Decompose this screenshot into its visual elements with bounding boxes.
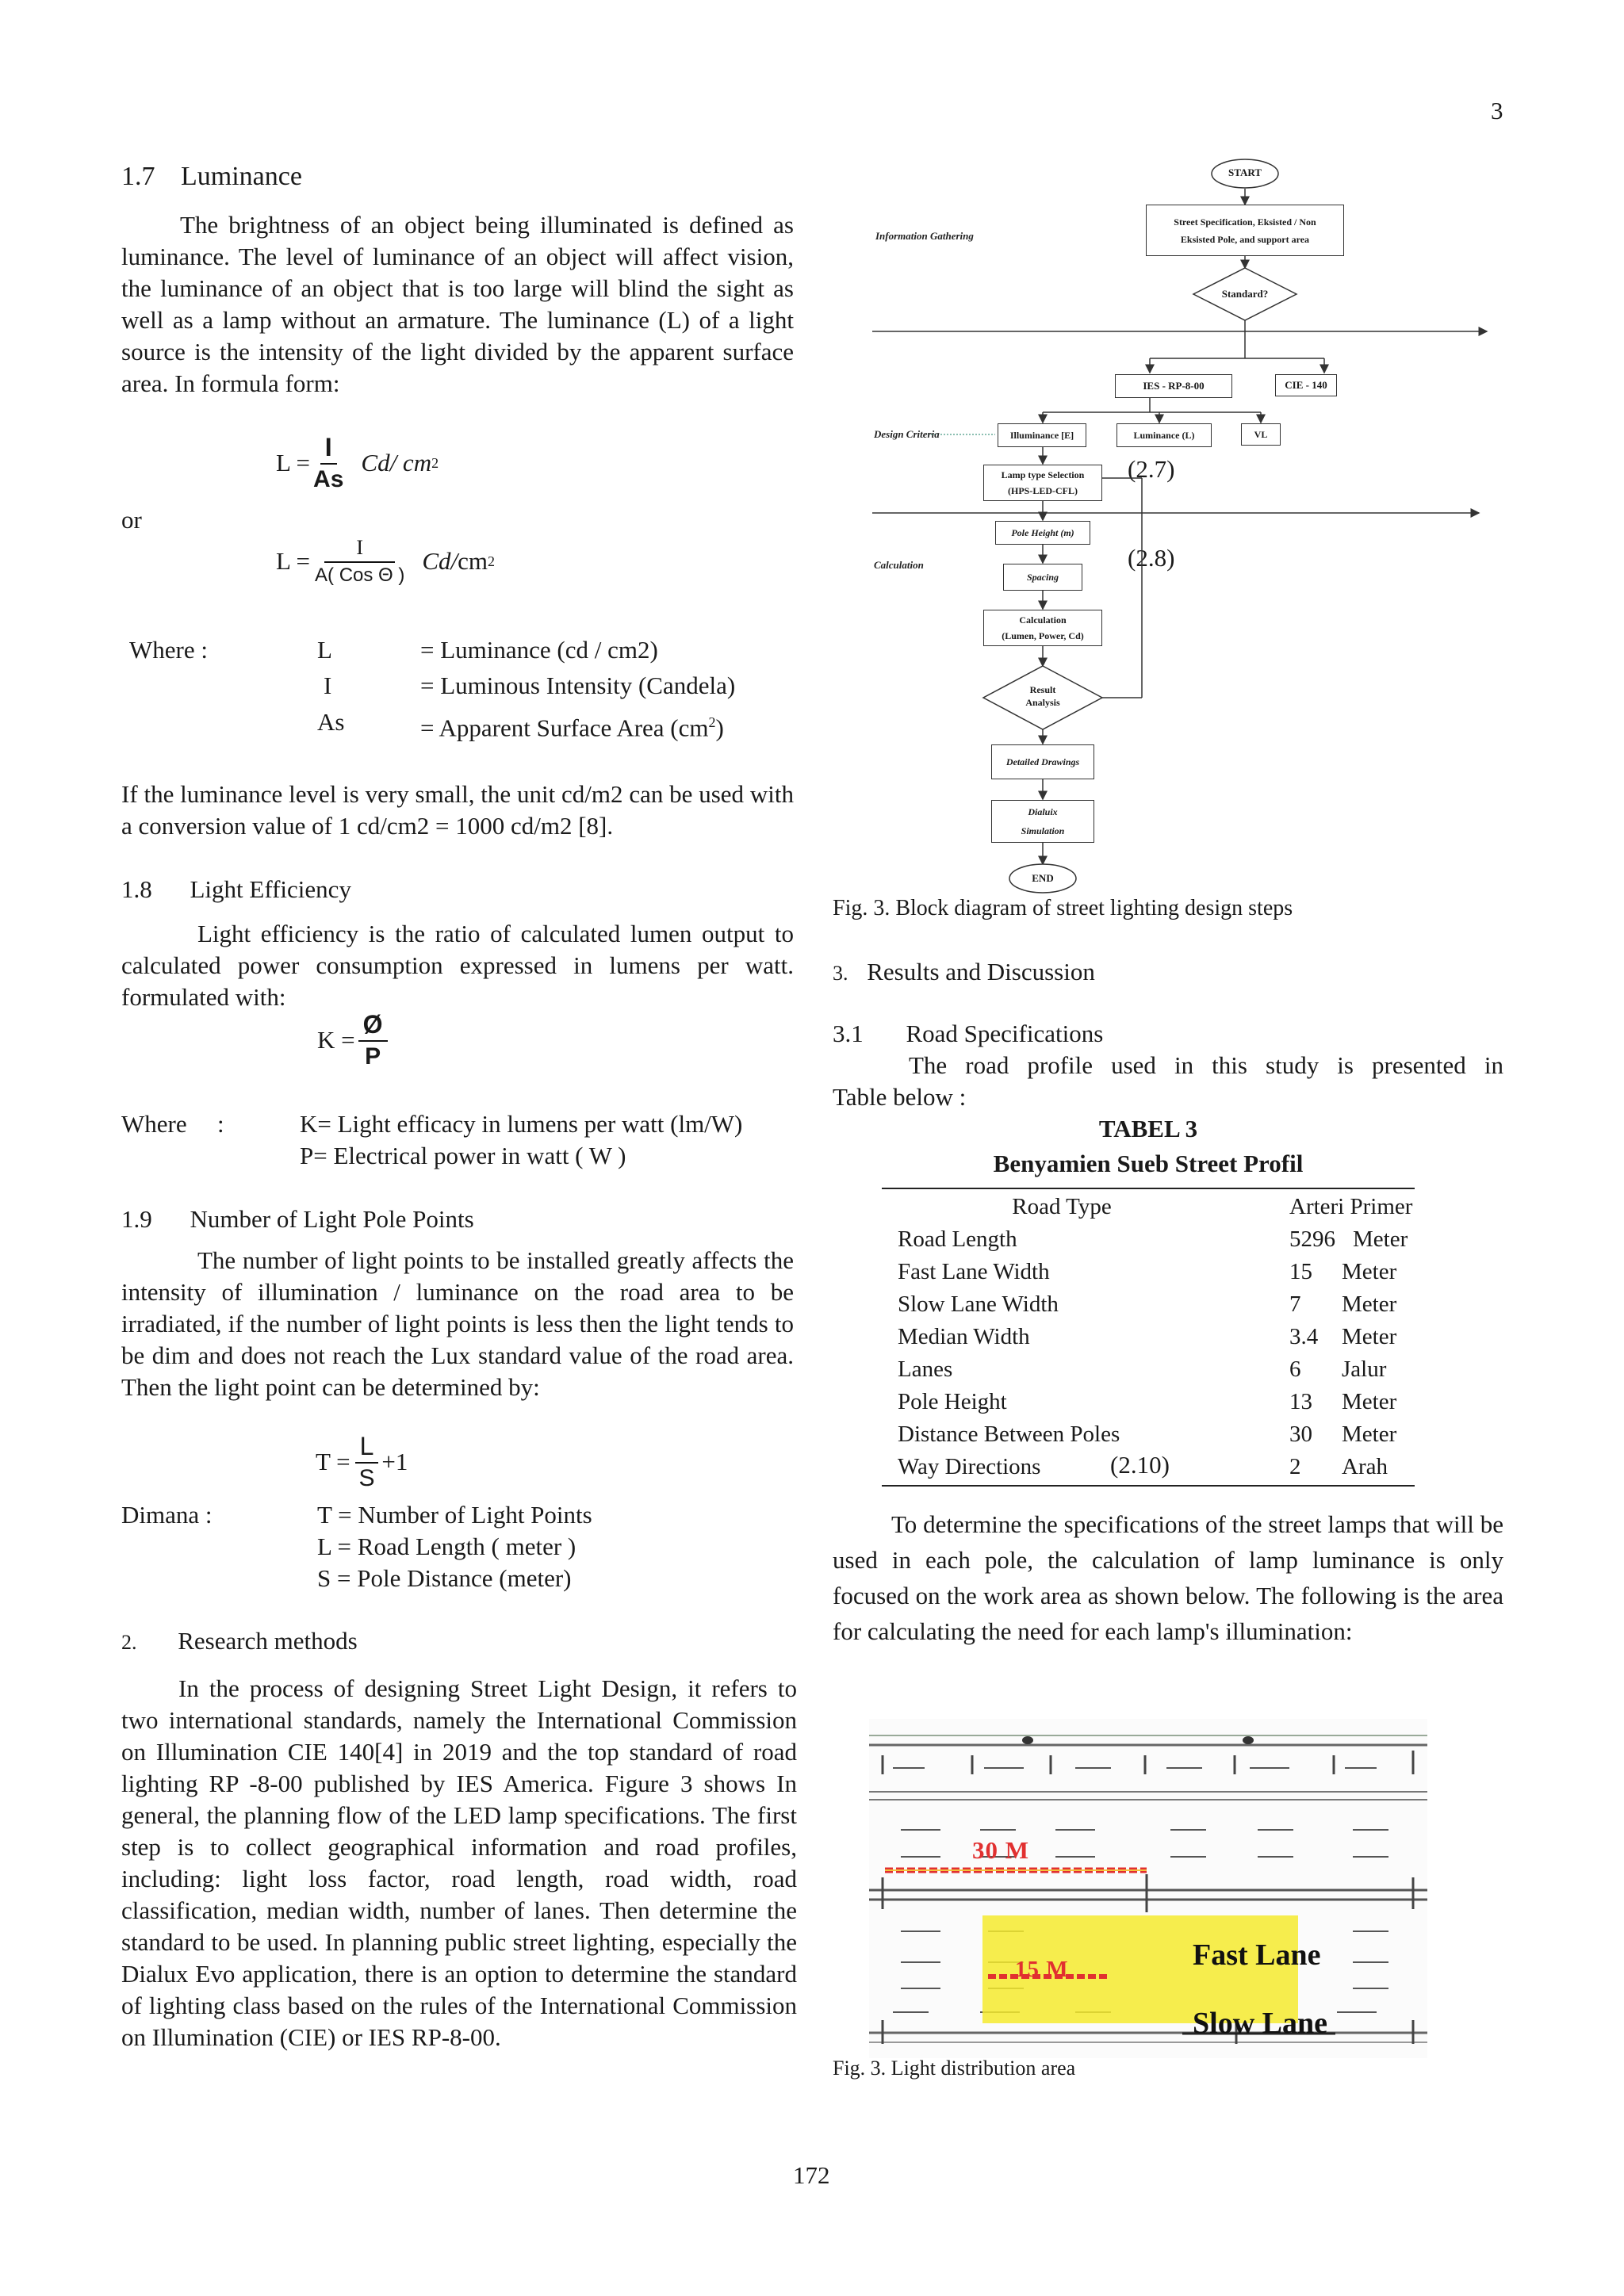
eq-lhs: L =: [276, 547, 311, 575]
where-line: K= Light efficacy in lumens per watt (lm/W): [300, 1110, 743, 1138]
table-subtitle: Benyamien Sueb Street Profil: [993, 1150, 1304, 1177]
row-unit: Jalur: [1342, 1357, 1387, 1382]
where-symbol: L: [317, 636, 332, 664]
section-title: Research methods: [178, 1627, 358, 1655]
table-row: [882, 1256, 1415, 1288]
light-distribution-diagram: [869, 1719, 1427, 2058]
eq-numerator: I: [324, 538, 395, 563]
section-number: 1.8: [121, 875, 152, 903]
description-sup: 2: [708, 714, 716, 730]
section-number: 1.7: [121, 162, 155, 191]
light-efficiency-paragraph: Light efficiency is the ratio of calculated lumen output to calculated power consumption expressed in lumens per watt. formulated with:: [121, 920, 794, 1011]
where-label: Where: [121, 1110, 187, 1138]
flow-text: (HPS-LED-CFL): [1008, 485, 1078, 496]
label-slow-lane: Slow Lane: [1193, 2007, 1327, 2040]
row-unit: Meter: [1353, 1226, 1408, 1252]
row-label: Median Width: [898, 1324, 1030, 1349]
section-number: 3.1: [833, 1020, 864, 1047]
row-value: 15: [1289, 1259, 1312, 1284]
row-unit: Meter: [1342, 1389, 1397, 1414]
table-row: [882, 1353, 1415, 1386]
flow-label-calculation: Calculation: [874, 559, 924, 571]
lamp-spec-paragraph: To determine the specifications of the street lamps that will be used in each pole, the calculation of lamp luminance is only focused on the work area as shown below. The following is the area for calculating the need for each lamp's illumination:: [833, 1510, 1503, 1645]
table-row: [882, 1223, 1415, 1256]
eq-lhs: T =: [316, 1448, 350, 1475]
flow-vl: VL: [1241, 423, 1281, 446]
row-label: Fast Lane Width: [898, 1259, 1050, 1284]
row-unit: Arah: [1342, 1454, 1388, 1479]
luminance-note: If the luminance level is very small, the unit cd/m2 can be used with a conversion value of 1 cd/cm2 = 1000 cd/m2 [8].: [121, 780, 794, 840]
dimana-line: T = Number of Light Points: [317, 1501, 592, 1529]
section-1-8-heading: [121, 874, 351, 905]
equation-luminance-cos: [276, 538, 495, 585]
flow-ies: IES - RP-8-00: [1115, 374, 1232, 398]
road-lines: [869, 1719, 1427, 2058]
row-value: 5296: [1289, 1226, 1335, 1252]
label-fast-lane: Fast Lane: [1193, 1938, 1321, 1972]
where-symbol: As: [317, 708, 345, 736]
equation-efficiency: [317, 1012, 388, 1069]
dimana-line: S = Pole Distance (meter): [317, 1564, 572, 1592]
flow-start: START: [1228, 166, 1262, 178]
flow-text: Calculation: [1019, 614, 1067, 626]
eq-numerator: L: [355, 1433, 379, 1464]
equation-number: (2.7): [1128, 455, 1175, 483]
section-title: Number of Light Pole Points: [190, 1205, 474, 1233]
row-label: Lanes: [898, 1357, 953, 1382]
where-colon: :: [217, 1110, 224, 1138]
flow-luminance: Luminance (L): [1116, 423, 1212, 447]
section-title: Results and Discussion: [867, 958, 1095, 985]
row-value: 3.4: [1289, 1324, 1319, 1349]
eq-unit-italic: Cd/: [422, 547, 458, 575]
flow-pole-height: Pole Height (m): [995, 521, 1090, 545]
flow-text: Analysis: [1025, 697, 1060, 708]
where-description: [420, 706, 724, 744]
eq-numerator: I: [320, 434, 337, 465]
flow-spacing: Spacing: [1003, 564, 1082, 591]
flow-text: Result: [1029, 684, 1056, 695]
eq-denominator: P: [365, 1043, 381, 1070]
flow-text: Dialuix: [1028, 806, 1058, 817]
figure-3b-caption: Fig. 3. Light distribution area: [833, 2057, 1076, 2080]
dimana-label: Dimana :: [121, 1501, 213, 1529]
row-value: 6: [1289, 1357, 1301, 1382]
section-1-7-heading: [121, 162, 302, 192]
row-label: Road Length: [898, 1226, 1017, 1252]
eq-denominator: A( Cos Θ ): [315, 564, 405, 586]
row-label: Way Directions: [898, 1454, 1041, 1479]
row-label: Distance Between Poles: [898, 1422, 1120, 1447]
label-30m: 30 M: [972, 1836, 1030, 1864]
table-header-label: Road Type: [1012, 1194, 1112, 1219]
flow-text: (Lumen, Power, Cd): [1002, 630, 1084, 641]
table-row: [882, 1451, 1415, 1483]
flow-label-design: Design Criteria: [874, 428, 940, 440]
dimana-line: L = Road Length ( meter ): [317, 1533, 576, 1560]
eq-unit: cm: [458, 547, 488, 575]
row-unit: Meter: [1342, 1422, 1397, 1447]
flow-text: Street Specification, Eksisted / Non: [1174, 216, 1316, 228]
section-number: 2.: [121, 1631, 137, 1654]
light-points-paragraph: The number of light points to be installed greatly affects the intensity of illumination / luminance on the road area to be irradiated, if the number of light points is less then the light tends to be dim and does not reach the Lux standard value of the road area. Then the light point can be determined by:: [121, 1246, 794, 1401]
page-number-top: 3: [1491, 97, 1503, 124]
table-header-row: [882, 1191, 1415, 1223]
table-title: TABEL 3: [1098, 1115, 1198, 1142]
eq-fraction: [313, 434, 343, 492]
flow-end: END: [1032, 872, 1054, 884]
where-description: = Luminance (cd / cm2): [420, 636, 658, 664]
page-number-bottom: 172: [793, 2161, 830, 2189]
table-title-block: [882, 1112, 1415, 1181]
or-word: or: [121, 506, 142, 534]
row-value: 13: [1289, 1389, 1312, 1414]
spec-table-body: [882, 1191, 1415, 1483]
figure-3-caption: Fig. 3. Block diagram of street lighting design steps: [833, 896, 1293, 920]
flowchart-figure: [864, 151, 1507, 896]
flow-result: [1011, 683, 1074, 709]
eq-denominator: S: [358, 1465, 375, 1491]
eq-unit-sup: 2: [488, 553, 496, 569]
luminance-paragraph: The brightness of an object being illuminated is defined as luminance. The level of luminance of an object will affect vision, the luminance of an object that is too large will blind the sight as well as a lamp without an armature. The luminance (L) of a light source is the intensity of the light divided by the apparent surface area. In formula form:: [121, 211, 794, 397]
row-value: 7: [1289, 1292, 1301, 1317]
research-methods-paragraph: In the process of designing Street Light Design, it refers to two international standards, namely the International Commission on Illumination CIE 140[4] in 2019 and the top standard of road lighting RP -8-00 published by IES America. Figure 3 shows In general, the planning flow of the LED lamp specifications. The first step is to collect geographical information and road profiles, including: light loss factor, road length, road width, road classification, median width, number of lanes. Then determine the standard to be used. In planning public street lighting, especially the Dialux Evo application, there is an option to determine the standard of lighting class based on the rules of the International Commission on Illumination (CIE) or IES RP-8-00.: [121, 1674, 797, 2051]
flow-detailed-drawings: Detailed Drawings: [991, 744, 1094, 779]
road-spec-paragraph-line2: Table below :: [833, 1083, 967, 1111]
section-number: 1.9: [121, 1205, 152, 1233]
eq-denominator: As: [313, 466, 344, 492]
row-value: 30: [1289, 1422, 1312, 1447]
flow-calculation: [983, 610, 1102, 646]
eq-numerator: Ø: [358, 1012, 388, 1042]
flow-cie: CIE - 140: [1275, 374, 1337, 396]
eq-unit: Cd/ cm: [361, 449, 432, 476]
section-3-1-heading: [833, 1018, 1103, 1050]
section-2-heading: [121, 1625, 358, 1659]
description-close: ): [715, 714, 724, 742]
table-row: [882, 1418, 1415, 1451]
flow-text: Eksisted Pole, and support area: [1180, 233, 1310, 245]
flow-dialux: [991, 800, 1094, 843]
where-label: Where :: [129, 636, 208, 664]
flowchart-connectors: [864, 151, 1507, 896]
description-text: = Apparent Surface Area (cm: [420, 714, 709, 742]
row-unit: Meter: [1342, 1292, 1397, 1317]
flow-street-spec: [1146, 205, 1344, 256]
eq-fraction: [355, 1433, 379, 1490]
eq-fraction: [315, 538, 404, 585]
flow-standard: Standard?: [1221, 288, 1269, 300]
eq-unit-sup: 2: [431, 454, 439, 471]
flow-illuminance: Illuminance [E]: [998, 423, 1086, 447]
flow-label-information: Information Gathering: [875, 230, 974, 242]
where-symbol: I: [324, 672, 332, 699]
section-title: Road Specifications: [906, 1020, 1104, 1047]
equation-number: (2.10): [1110, 1451, 1170, 1479]
flow-text: Lamp type Selection: [1001, 469, 1085, 480]
section-title: Luminance: [181, 162, 302, 191]
row-value: 2: [1289, 1454, 1301, 1479]
row-label: Slow Lane Width: [898, 1292, 1059, 1317]
section-title: Light Efficiency: [190, 875, 351, 903]
eq-lhs: K =: [317, 1026, 355, 1054]
spec-table: [882, 1188, 1415, 1487]
row-unit: Meter: [1342, 1259, 1397, 1284]
table-row: [882, 1321, 1415, 1353]
row-unit: Meter: [1342, 1324, 1397, 1349]
section-number: 3.: [833, 962, 848, 985]
label-15m: 15 M: [1015, 1957, 1069, 1982]
flow-lamp-type: [983, 465, 1102, 501]
equation-luminance: [276, 434, 439, 492]
where-line: P= Electrical power in watt ( W ): [300, 1142, 626, 1169]
row-label: Pole Height: [898, 1389, 1007, 1414]
eq-lhs: L =: [276, 449, 311, 476]
section-1-9-heading: [121, 1203, 474, 1235]
table-row: [882, 1288, 1415, 1321]
equation-number: (2.8): [1128, 544, 1175, 572]
table-header-value: Arteri Primer: [1289, 1194, 1413, 1219]
table-row: [882, 1386, 1415, 1418]
eq-fraction: [358, 1012, 388, 1069]
where-description: = Luminous Intensity (Candela): [420, 672, 736, 699]
section-3-heading: [833, 956, 1095, 989]
road-spec-paragraph-line1: The road profile used in this study is presented in: [909, 1051, 1503, 1079]
eq-rhs: +1: [381, 1448, 408, 1475]
equation-light-points: [316, 1433, 408, 1490]
flow-text: Simulation: [1021, 825, 1065, 836]
